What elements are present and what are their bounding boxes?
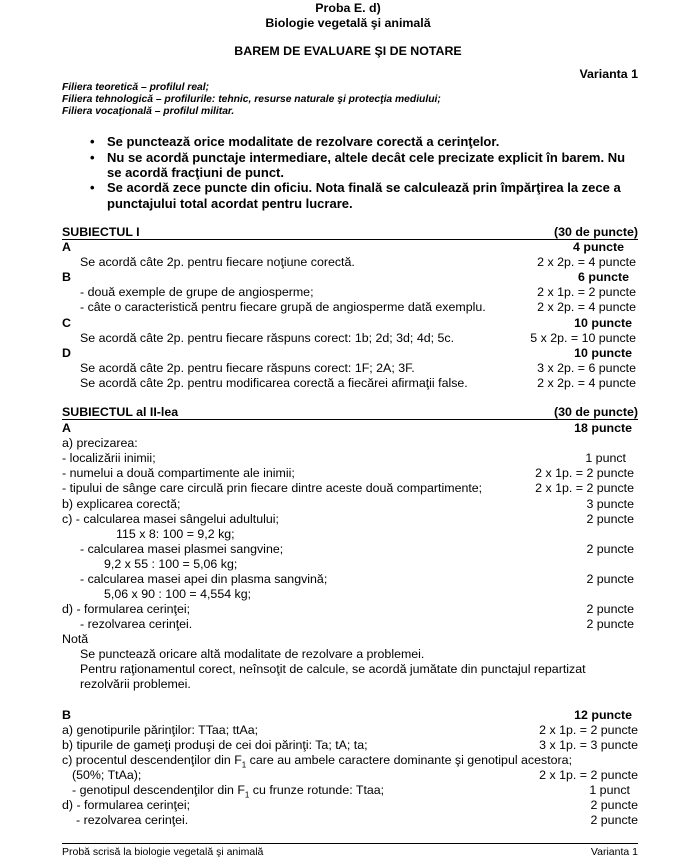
- s1-b-line-1: - două exemple de grupe de angiosperme;: [80, 285, 314, 299]
- bullet-icon: •: [90, 180, 95, 195]
- s2-a-item-c2: - calcularea masei plasmei sangvine;: [80, 542, 284, 556]
- s1-c-line-1: Se acordă câte 2p. pentru fiecare răspuns corect: 1b; 2d; 3d; 4d; 5c.: [80, 331, 455, 345]
- s2-a-item-d2: - rezolvarea cerinţei.: [80, 617, 193, 631]
- s1-a-points: 4 puncte: [573, 240, 624, 254]
- s2-b-score-c2: 1 punct: [589, 783, 630, 797]
- s1-d-line-1: Se acordă câte 2p. pentru fiecare răspuns corect: 1F; 2A; 3F.: [80, 361, 415, 375]
- s2-a-item-a1: - localizării inimii;: [62, 451, 156, 465]
- s2-a-score-a2: 2 x 1p. = 2 puncte: [535, 466, 634, 480]
- s2-a-points: 18 puncte: [574, 421, 632, 435]
- s2-a-score-d1: 2 puncte: [586, 602, 634, 616]
- s1-b-points: 6 puncte: [578, 270, 629, 284]
- s2-a-formula-c2: 9,2 x 55 : 100 = 5,06 kg;: [104, 557, 238, 571]
- variant-label: Varianta 1: [579, 67, 638, 81]
- subscript-1: 1: [241, 760, 247, 770]
- s2-b-label: B: [62, 708, 71, 722]
- rule-1: Se punctează orice modalitate de rezolvare corectă a cerinţelor.: [107, 134, 500, 149]
- s2-b-score-d2: 2 puncte: [590, 813, 638, 827]
- s2-b-item-c1-answer: (50%; TtAa);: [72, 768, 142, 782]
- s2-a-score-c3: 2 puncte: [586, 572, 634, 586]
- stream-vocational: Filiera vocaţională – profilul militar.: [62, 106, 235, 117]
- note-line-2: Pentru raţionamentul corect, neînsoţit de calcule, se acordă jumătate din punctajul repartizat: [80, 662, 586, 676]
- s1-c-score-1: 5 x 2p. = 10 puncte: [530, 331, 636, 345]
- s2-a-item-c3: - calcularea masei apei din plasma sangvină;: [80, 572, 328, 586]
- s2-a-item-a2: - numelui a două compartimente ale inimii;: [62, 466, 295, 480]
- s2-a-item-b: b) explicarea corectă;: [62, 497, 181, 511]
- s2-b-item-c1-start: c) procentul descendenţilor din F: [62, 753, 242, 767]
- note-line-1: Se punctează oricare altă modalitate de rezolvare a problemei.: [80, 647, 425, 661]
- section-rule: [62, 239, 638, 240]
- s2-a-score-d2: 2 puncte: [586, 617, 634, 631]
- s1-b-score-1: 2 x 1p. = 2 puncte: [537, 285, 636, 299]
- s1-a-score-1: 2 x 2p. = 4 puncte: [537, 255, 636, 269]
- s2-b-item-c1-end: care au ambele caractere dominante şi genotipul acestora;: [246, 753, 573, 767]
- s1-d-score-1: 3 x 2p. = 6 puncte: [537, 361, 636, 375]
- s2-a-formula-c1: 115 x 8: 100 = 9,2 kg;: [116, 527, 235, 541]
- bullet-icon: •: [90, 134, 95, 149]
- s2-a-score-a1: 1 punct: [585, 451, 626, 465]
- subject-title: Biologie vegetală şi animală: [265, 16, 431, 30]
- footer-left: Probă scrisă la biologie vegetală şi animală: [62, 846, 264, 858]
- rule-2-line-2: se acordă fracţiuni de punct.: [107, 165, 284, 180]
- subject-1-points: (30 de puncte): [554, 225, 638, 239]
- s1-b-label: B: [62, 270, 71, 284]
- stream-real: Filiera teoretică – profilul real;: [62, 82, 210, 93]
- s2-a-item-c1: c) - calcularea masei sângelui adultului;: [62, 512, 279, 526]
- subject-2-points: (30 de puncte): [554, 405, 638, 419]
- s2-b-score-a: 2 x 1p. = 2 puncte: [539, 723, 638, 737]
- s2-b-item-c2-end: cu frunze rotunde: Ttaa;: [249, 783, 385, 797]
- s2-b-score-c1: 2 x 1p. = 2 puncte: [539, 768, 638, 782]
- exam-label: Proba E. d): [315, 1, 381, 15]
- s2-a-formula-c3: 5,06 x 90 : 100 = 4,554 kg;: [104, 587, 252, 601]
- footer-right: Varianta 1: [590, 846, 638, 858]
- s1-b-score-2: 2 x 2p. = 4 puncte: [537, 300, 636, 314]
- s2-a-item-a3: - tipului de sânge care circulă prin fiecare dintre aceste două compartimente;: [62, 481, 483, 495]
- bullet-icon: •: [90, 150, 95, 165]
- rule-3-line-1: Se acordă zece puncte din oficiu. Nota finală se calculează prin împărţirea la zece a: [107, 180, 621, 195]
- note-line-3: rezolvării problemei.: [80, 677, 191, 691]
- s2-b-item-a: a) genotipurile părinţilor: TTaa; ttAa;: [62, 723, 259, 737]
- s1-a-line-1: Se acordă câte 2p. pentru fiecare noţiune corectă.: [80, 255, 355, 269]
- s2-a-item-a: a) precizarea:: [62, 436, 138, 450]
- subject-2-title: SUBIECTUL al II-lea: [62, 405, 179, 419]
- s1-c-points: 10 puncte: [574, 316, 632, 330]
- s1-a-label: A: [62, 240, 71, 254]
- s2-b-score-b: 3 x 1p. = 3 puncte: [539, 738, 638, 752]
- s1-d-score-2: 2 x 2p. = 4 puncte: [537, 376, 636, 390]
- s2-a-label: A: [62, 421, 71, 435]
- s2-a-item-d1: d) - formularea cerinţei;: [62, 602, 191, 616]
- s1-b-line-2: - câte o caracteristică pentru fiecare grupă de angiosperme dată exemplu.: [80, 300, 486, 314]
- rule-2-line-1: Nu se acordă punctaje intermediare, altele decât cele precizate explicit în barem. Nu: [107, 150, 626, 165]
- section-rule: [62, 419, 638, 420]
- s1-d-line-2: Se acordă câte 2p. pentru modificarea corectă a fiecărei afirmaţii false.: [80, 376, 468, 390]
- s2-a-score-b: 3 puncte: [586, 497, 634, 511]
- footer-rule: [62, 843, 638, 844]
- s2-a-score-c1: 2 puncte: [586, 512, 634, 526]
- s1-d-points: 10 puncte: [574, 346, 632, 360]
- s2-b-points: 12 puncte: [574, 708, 632, 722]
- note-label: Notă: [62, 632, 89, 646]
- s2-b-item-b: b) tipurile de gameţi produşi de cei doi părinţi: Ta; tA; ta;: [62, 738, 368, 752]
- s2-b-item-d2: - rezolvarea cerinţei.: [76, 813, 189, 827]
- subject-1-title: SUBIECTUL I: [62, 225, 140, 239]
- s2-a-score-a3: 2 x 1p. = 2 puncte: [535, 481, 634, 495]
- rule-3-line-2: punctajului total acordat pentru lucrare.: [107, 196, 353, 211]
- s2-b-item-c2-start: - genotipul descendenţilor din F: [72, 783, 245, 797]
- document-title: BAREM DE EVALUARE ŞI DE NOTARE: [234, 44, 462, 58]
- s2-a-score-c2: 2 puncte: [586, 542, 634, 556]
- s2-b-score-d1: 2 puncte: [590, 798, 638, 812]
- s1-c-label: C: [62, 316, 71, 330]
- s2-b-item-d1: d) - formularea cerinţei;: [62, 798, 191, 812]
- subscript-1: 1: [244, 790, 250, 800]
- s1-d-label: D: [62, 346, 71, 360]
- stream-technological: Filiera tehnologică – profilurile: tehnic, resurse naturale şi protecţia mediului;: [62, 94, 441, 105]
